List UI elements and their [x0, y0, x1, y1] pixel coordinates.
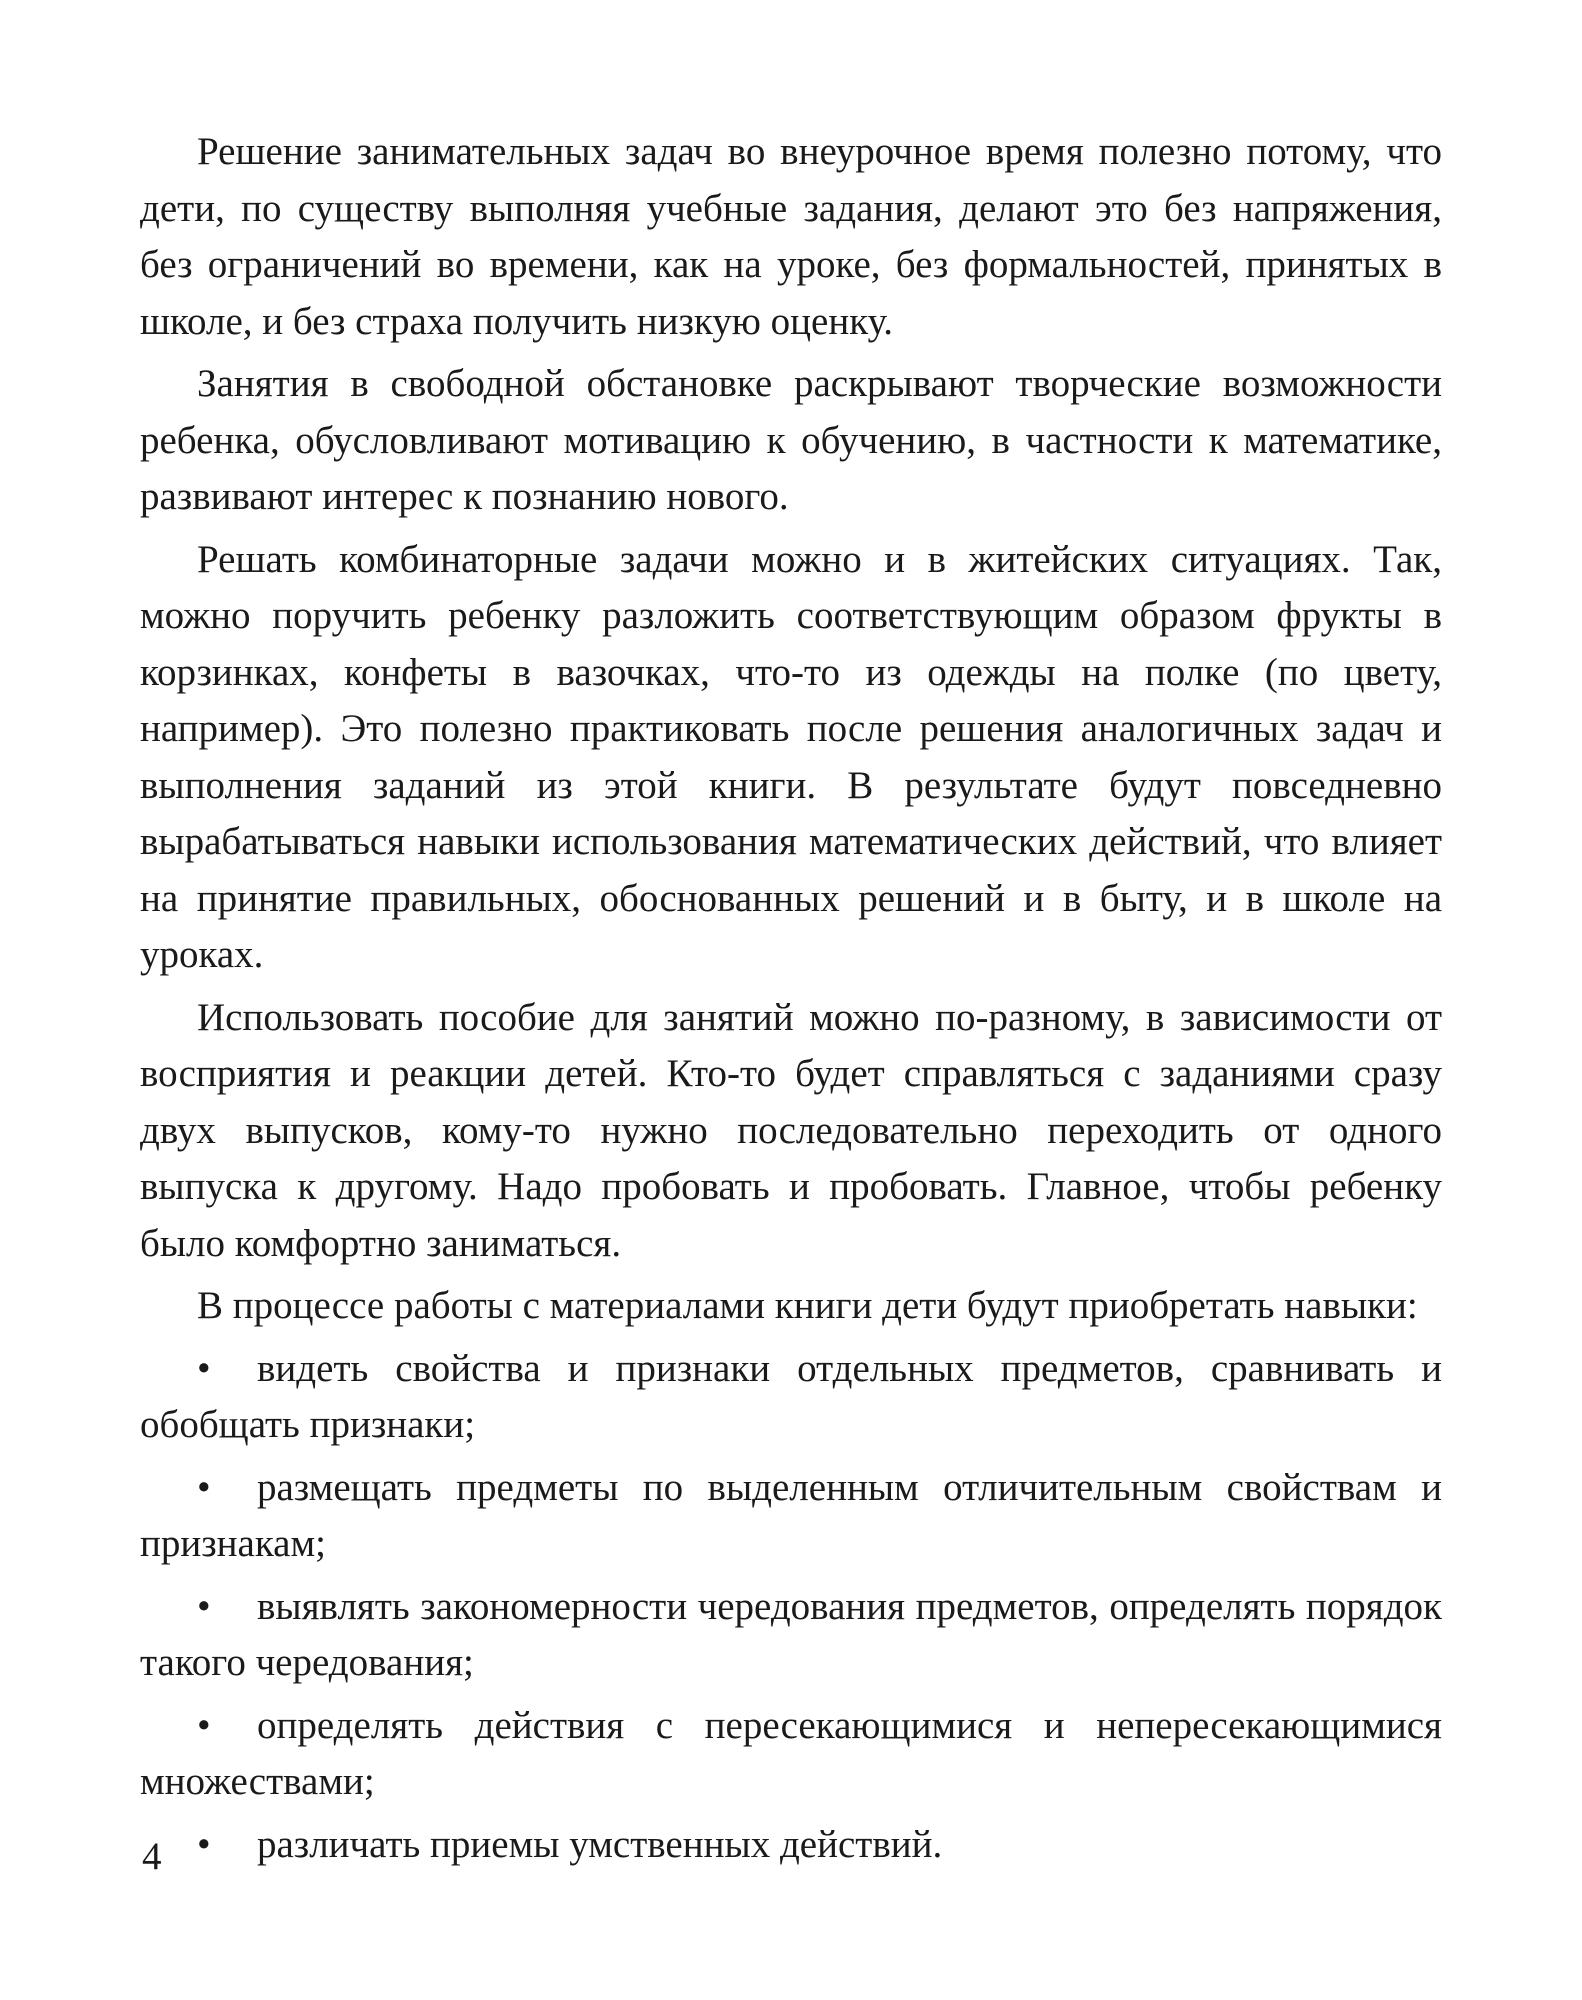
list-item-text: выявлять закономерности чередования предметов, определять порядок такого чередования; [140, 1584, 1442, 1684]
list-item-text: различать приемы умственных действий. [257, 1822, 943, 1866]
bullet-icon: • [197, 1703, 211, 1747]
paragraph-1: Решение занимательных задач во внеурочное время полезно потому, что дети, по существу выполняя учебные задания, делают это без напряжения, без ограничений во времени, как на уроке, без формальностей, принятых в школе, и без страха получить низкую оценку. [140, 130, 1442, 343]
list-item-text: видеть свойства и признаки отдельных предметов, сравнивать и обобщать признаки; [140, 1346, 1442, 1446]
list-item-text: определять действия с пересекающимися и непересекающимися множествами; [140, 1703, 1442, 1803]
list-item [140, 1579, 1442, 1692]
bullet-icon: • [197, 1465, 211, 1509]
skills-list [140, 1341, 1442, 1874]
paragraph-3: Решать комбинаторные задачи можно и в житейских ситуациях. Так, можно поручить ребенку разложить соответствующим образом фрукты в корзинках, конфеты в вазочках, что-то из одежды на полке (по цвету, например). Это полезно практиковать после решения аналогичных задач и выполнения заданий из этой книги. В результате будут повседневно вырабатываться навыки использования математических действий, что влияет на принятие правильных, обоснованных решений и в быту, и в школе на уроках. [140, 537, 1442, 976]
list-item [140, 1698, 1442, 1811]
list-item [140, 1341, 1442, 1454]
list-item [140, 1817, 1442, 1874]
page-number: 4 [142, 1835, 162, 1878]
list-item-text: размещать предметы по выделенным отличительным свойствам и признакам; [140, 1465, 1442, 1565]
bullet-icon: • [197, 1822, 211, 1866]
body-text [140, 124, 1442, 1879]
paragraph-5: В процессе работы с материалами книги дети будут приобретать навыки: [197, 1284, 1418, 1327]
paragraph-4: Использовать пособие для занятий можно по-разному, в зависимости от восприятия и реакции детей. Кто-то будет справляться с заданиями сразу двух выпусков, кому-то нужно последовательно переходить от одного выпуска к другому. Надо пробовать и пробовать. Главное, чтобы ребенку было комфортно заниматься. [140, 995, 1442, 1265]
list-item [140, 1460, 1442, 1573]
bullet-icon: • [197, 1584, 211, 1628]
bullet-icon: • [197, 1346, 211, 1390]
paragraph-2: Занятия в свободной обстановке раскрывают творческие возможности ребенка, обусловливают мотивацию к обучению, в частности к математике, развивают интерес к познанию нового. [140, 362, 1442, 518]
